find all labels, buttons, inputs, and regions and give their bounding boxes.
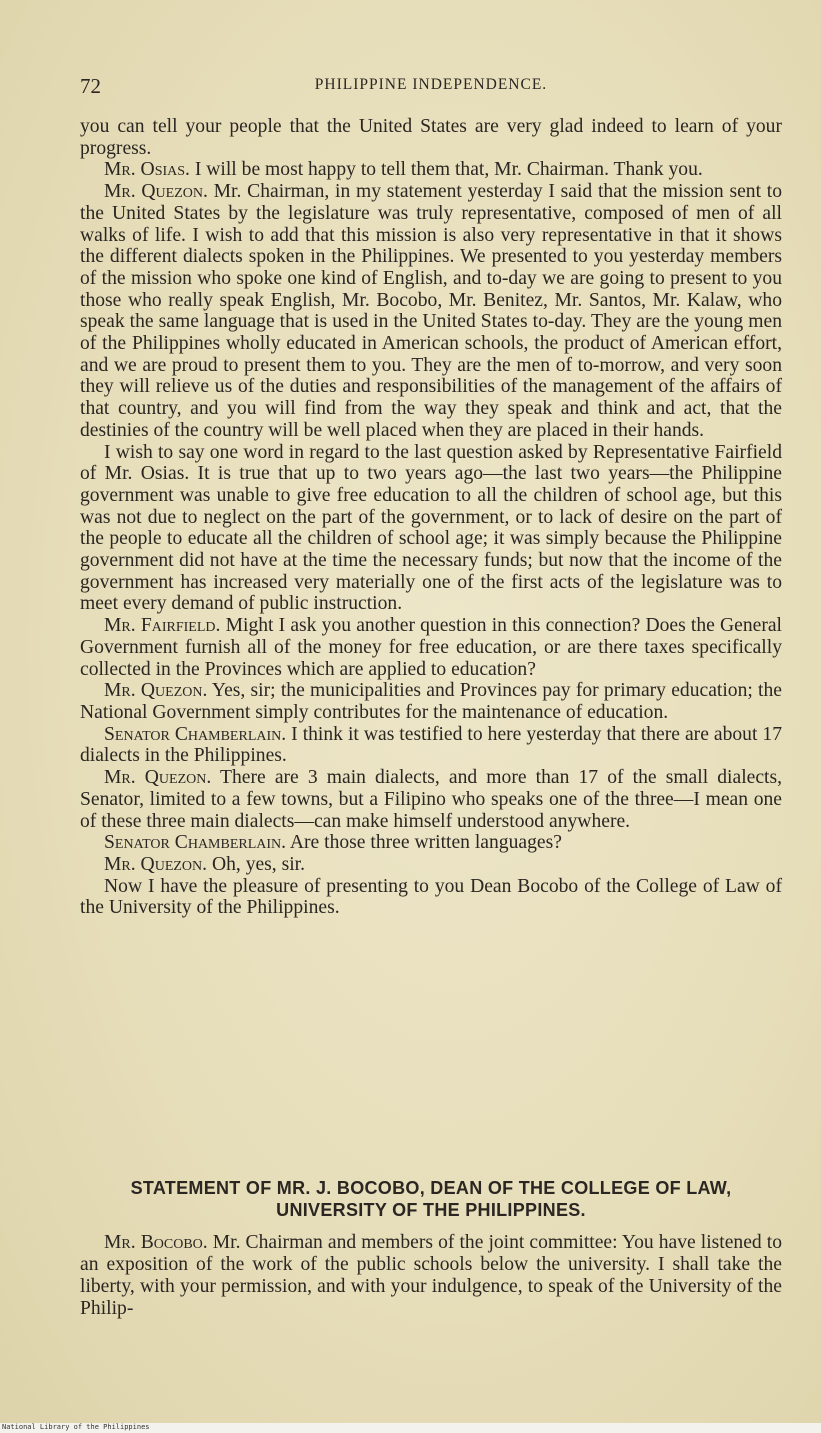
statement-heading <box>80 1177 782 1221</box>
paragraph <box>80 876 782 919</box>
paragraph <box>80 615 782 680</box>
paragraph <box>80 724 782 767</box>
paragraph-text: Yes, sir; the municipalities and Provinces pay for primary education; the National Government simply contributes for the maintenance of education. <box>80 680 782 723</box>
paragraph <box>80 1232 782 1320</box>
speaker-name: Mr. Quezon. <box>104 680 208 702</box>
paragraph <box>80 116 782 159</box>
paragraph-text: I wish to say one word in regard to the last question asked by Representative Fairfield of Mr. Osias. It is true that up to two years ago—the last two years—the Philippine government was unable to give free education to all the children of school age, but this was not due to neglect on the part of the government, or to lack of desire on the part of the people to educate all the children of school age; it was simply because the Philippine government did not have at the time the necessary funds; but now that the income of the government has increased very materially one of the first acts of the legislature was to meet every demand of public instruction. <box>80 441 782 615</box>
transcript-body <box>80 116 782 919</box>
speaker-name: Mr. Quezon. <box>104 853 208 875</box>
paragraph <box>80 159 782 181</box>
speaker-name: Senator Chamberlain. <box>104 723 287 745</box>
speaker-name: Senator Chamberlain. <box>104 832 287 854</box>
paragraph-text: Now I have the pleasure of presenting to you Dean Bocobo of the College of Law of the University of the Philippines. <box>80 875 782 919</box>
statement-body <box>80 1232 782 1320</box>
paragraph-text: Mr. Chairman, in my statement yesterday I said that the mission sent to the United States by the legislature was truly representative, composed of men of all walks of life. I wish to add that this mission is also very representative in that it shows the different dialects spoken in the Philippines. We presented to you yesterday members of the mission who spoke one kind of English, and to-day we are going to present to you those who really speak English, Mr. Bocobo, Mr. Benitez, Mr. Santos, Mr. Kalaw, who speak the same language that is used in the United States to-day. They are the young men of the Philippines wholly educated in American schools, the product of American effort, and we are proud to present them to you. They are the men of to-morrow, and very soon they will relieve us of the duties and responsibilities of the management of the affairs of that country, and you will find from the way they speak and think and act, that the destinies of the country will be well placed when they are placed in their hands. <box>80 181 782 441</box>
paragraph-text: Mr. Chairman and members of the joint committee: You have listened to an exposition of the work of the public schools below the university. I shall take the liberty, with your permission, and with your indulgence, to speak of the University of the Philip- <box>80 1232 782 1319</box>
speaker-name: Mr. Osias. <box>104 159 190 181</box>
paragraph <box>80 442 782 616</box>
speaker-name: Mr. Quezon. <box>104 767 212 789</box>
running-head: PHILIPPINE INDEPENDENCE. <box>314 76 548 93</box>
paragraph-text: you can tell your people that the United States are very glad indeed to learn of your progress. <box>80 116 782 159</box>
paragraph-text: I will be most happy to tell them that, Mr. Chairman. Thank you. <box>189 159 703 181</box>
page-header <box>80 74 782 98</box>
paragraph-text: There are 3 main dialects, and more than 17 of the small dialects, Senator, limited to a few towns, but a Filipino who speaks one of the three—I mean one of these three main dialects—can make himself understood anywhere. <box>80 767 782 832</box>
paragraph <box>80 767 782 832</box>
paragraph-text: Oh, yes, sir. <box>207 853 306 875</box>
paragraph-text: Are those three written languages? <box>286 832 562 854</box>
paragraph-text: Might I ask you another question in this connection? Does the General Government furnish all of the money for free education, or are there taxes specifically collected in the Provinces which are applied to education? <box>80 615 782 680</box>
library-footer: National Library of the Philippines <box>2 1423 150 1431</box>
statement-heading-line: UNIVERSITY OF THE PHILIPPINES. <box>276 1200 586 1220</box>
page-number: 72 <box>80 74 101 98</box>
paragraph <box>80 181 782 441</box>
paragraph <box>80 854 782 876</box>
paragraph <box>80 680 782 723</box>
speaker-name: Mr. Quezon. <box>104 181 208 203</box>
statement-heading-line: STATEMENT OF MR. J. BOCOBO, DEAN OF THE COLLEGE OF LAW, <box>130 1178 732 1198</box>
paragraph-text: I think it was testified to here yesterday that there are about 17 dialects in the Philippines. <box>80 723 783 767</box>
paragraph <box>80 832 782 854</box>
speaker-name: Mr. Fairfield. <box>104 615 221 637</box>
speaker-name: Mr. Bocobo. <box>104 1232 208 1253</box>
